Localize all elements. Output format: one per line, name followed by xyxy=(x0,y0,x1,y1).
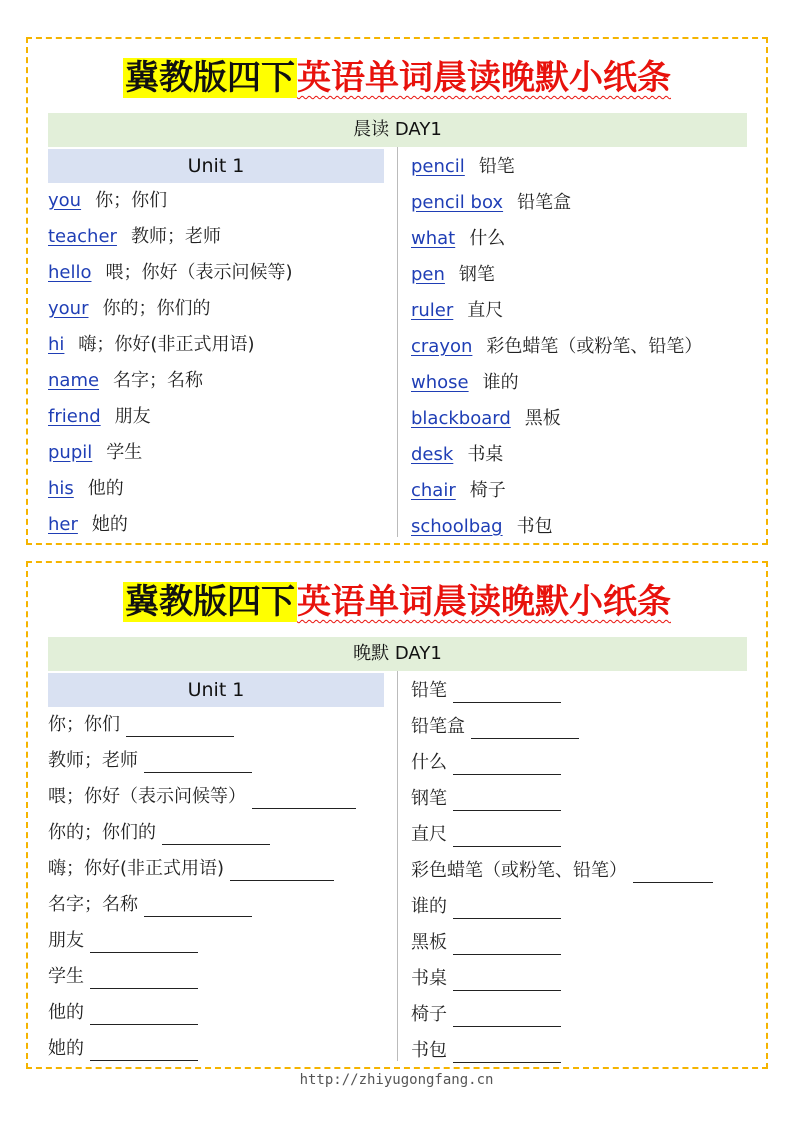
english-word: whose xyxy=(411,372,469,393)
evening-right-column xyxy=(411,673,747,1069)
chinese-meaning: 什么 xyxy=(469,228,506,249)
english-word: what xyxy=(411,228,456,249)
english-word: your xyxy=(48,298,89,319)
answer-blank[interactable] xyxy=(90,1038,198,1061)
english-word: blackboard xyxy=(411,408,511,429)
english-word: name xyxy=(48,370,100,391)
chinese-meaning: 黑板 xyxy=(524,408,561,429)
dictation-row xyxy=(411,961,747,997)
answer-blank[interactable] xyxy=(126,714,234,737)
chinese-meaning: 钢笔 xyxy=(458,264,495,285)
evening-day-band: 晚默 DAY1 xyxy=(48,637,747,671)
footer-url: http://zhiyugongfang.cn xyxy=(299,1072,494,1088)
dictation-row xyxy=(411,925,747,961)
vocab-row xyxy=(48,291,384,327)
chinese-prompt: 书桌 xyxy=(411,968,447,989)
chinese-meaning: 学生 xyxy=(106,442,143,463)
dictation-row xyxy=(48,923,384,959)
chinese-prompt: 什么 xyxy=(411,752,447,773)
vocab-row xyxy=(48,363,384,399)
chinese-prompt: 铅笔 xyxy=(411,680,447,701)
answer-blank[interactable] xyxy=(453,1004,561,1027)
vocab-row xyxy=(411,365,747,401)
dictation-row xyxy=(48,995,384,1031)
chinese-prompt: 彩色蜡笔（或粉笔、铅笔） xyxy=(411,860,627,881)
english-word: desk xyxy=(411,444,454,465)
dictation-row xyxy=(48,779,384,815)
morning-right-column xyxy=(411,149,747,545)
morning-day-band: 晨读 DAY1 xyxy=(48,113,747,147)
title-highlight: 冀教版四下 xyxy=(125,58,295,98)
unit-header: Unit 1 xyxy=(48,149,384,183)
answer-blank[interactable] xyxy=(90,1002,198,1025)
answer-blank[interactable] xyxy=(144,750,252,773)
chinese-prompt: 学生 xyxy=(48,966,84,987)
morning-left-column xyxy=(48,149,384,543)
english-word: you xyxy=(48,190,82,211)
chinese-meaning: 名字；名称 xyxy=(113,370,204,391)
chinese-meaning: 直尺 xyxy=(467,300,504,321)
dictation-row xyxy=(48,815,384,851)
column-divider xyxy=(397,671,398,1061)
vocab-row xyxy=(411,509,747,545)
dictation-row xyxy=(411,673,747,709)
chinese-prompt: 铅笔盒 xyxy=(411,716,465,737)
chinese-prompt: 谁的 xyxy=(411,896,447,917)
english-word: pencil box xyxy=(411,192,504,213)
vocab-row xyxy=(411,221,747,257)
dictation-row xyxy=(411,745,747,781)
chinese-prompt: 朋友 xyxy=(48,930,84,951)
dictation-row xyxy=(411,1033,747,1069)
vocab-row xyxy=(48,399,384,435)
answer-blank[interactable] xyxy=(453,788,561,811)
evening-card xyxy=(26,561,768,1069)
english-word: schoolbag xyxy=(411,516,503,537)
chinese-meaning: 教师；老师 xyxy=(130,226,221,247)
english-word: hi xyxy=(48,334,65,355)
chinese-meaning: 你的；你们的 xyxy=(102,298,211,319)
vocab-row xyxy=(411,473,747,509)
chinese-prompt: 你；你们 xyxy=(48,714,120,735)
chinese-meaning: 嗨；你好(非正式用语) xyxy=(78,334,255,355)
chinese-prompt: 嗨；你好(非正式用语) xyxy=(48,858,225,879)
vocab-row xyxy=(48,255,384,291)
dictation-row xyxy=(48,887,384,923)
chinese-prompt: 名字；名称 xyxy=(48,894,138,915)
answer-blank[interactable] xyxy=(453,824,561,847)
vocab-row xyxy=(411,185,747,221)
answer-blank[interactable] xyxy=(162,822,270,845)
dictation-row xyxy=(411,889,747,925)
evening-title xyxy=(28,571,766,633)
chinese-meaning: 铅笔 xyxy=(478,156,515,177)
vocab-row xyxy=(48,507,384,543)
dictation-row xyxy=(48,1031,384,1067)
morning-title xyxy=(28,47,766,109)
title-highlight: 冀教版四下 xyxy=(125,582,295,622)
evening-left-column xyxy=(48,673,384,1067)
answer-blank[interactable] xyxy=(90,930,198,953)
chinese-meaning: 喂；你好（表示问候等) xyxy=(105,262,293,283)
english-word: chair xyxy=(411,480,456,501)
answer-blank[interactable] xyxy=(471,716,579,739)
dictation-row xyxy=(48,851,384,887)
chinese-meaning: 铅笔盒 xyxy=(517,192,572,213)
chinese-meaning: 书包 xyxy=(516,516,553,537)
vocab-row xyxy=(411,257,747,293)
column-divider xyxy=(397,147,398,537)
english-word: pen xyxy=(411,264,445,285)
vocab-row xyxy=(411,401,747,437)
chinese-prompt: 喂；你好（表示问候等） xyxy=(48,786,246,807)
english-word: his xyxy=(48,478,74,499)
dictation-row xyxy=(48,959,384,995)
chinese-prompt: 椅子 xyxy=(411,1004,447,1025)
vocab-row xyxy=(411,293,747,329)
chinese-prompt: 直尺 xyxy=(411,824,447,845)
chinese-prompt: 她的 xyxy=(48,1038,84,1059)
vocab-row xyxy=(48,183,384,219)
chinese-meaning: 彩色蜡笔（或粉笔、铅笔） xyxy=(486,336,703,357)
chinese-prompt: 你的；你们的 xyxy=(48,822,156,843)
english-word: friend xyxy=(48,406,101,427)
vocab-row xyxy=(411,437,747,473)
english-word: her xyxy=(48,514,78,535)
answer-blank[interactable] xyxy=(453,1040,561,1063)
answer-blank[interactable] xyxy=(453,752,561,775)
answer-blank[interactable] xyxy=(230,858,334,881)
vocab-row xyxy=(411,149,747,185)
title-rest: 英语单词晨读晚默小纸条 xyxy=(297,582,671,622)
chinese-meaning: 他的 xyxy=(87,478,124,499)
vocab-row xyxy=(411,329,747,365)
answer-blank[interactable] xyxy=(633,860,713,883)
dictation-row xyxy=(411,781,747,817)
chinese-meaning: 她的 xyxy=(91,514,128,535)
chinese-meaning: 书桌 xyxy=(467,444,504,465)
chinese-prompt: 黑板 xyxy=(411,932,447,953)
dictation-row xyxy=(411,997,747,1033)
chinese-prompt: 钢笔 xyxy=(411,788,447,809)
vocab-row xyxy=(48,327,384,363)
dictation-row xyxy=(411,853,747,889)
answer-blank[interactable] xyxy=(453,896,561,919)
answer-blank[interactable] xyxy=(453,932,561,955)
chinese-prompt: 他的 xyxy=(48,1002,84,1023)
answer-blank[interactable] xyxy=(453,968,561,991)
english-word: ruler xyxy=(411,300,454,321)
chinese-meaning: 朋友 xyxy=(114,406,151,427)
vocab-row xyxy=(48,435,384,471)
vocab-row xyxy=(48,219,384,255)
title-rest: 英语单词晨读晚默小纸条 xyxy=(297,58,671,98)
english-word: hello xyxy=(48,262,92,283)
vocab-row xyxy=(48,471,384,507)
chinese-prompt: 教师；老师 xyxy=(48,750,138,771)
morning-card xyxy=(26,37,768,545)
english-word: pupil xyxy=(48,442,93,463)
answer-blank[interactable] xyxy=(90,966,198,989)
answer-blank[interactable] xyxy=(252,786,356,809)
dictation-row xyxy=(48,707,384,743)
english-word: pencil xyxy=(411,156,465,177)
english-word: crayon xyxy=(411,336,473,357)
chinese-meaning: 椅子 xyxy=(469,480,506,501)
answer-blank[interactable] xyxy=(453,680,561,703)
dictation-row xyxy=(411,817,747,853)
chinese-meaning: 你；你们 xyxy=(95,190,168,211)
chinese-prompt: 书包 xyxy=(411,1040,447,1061)
unit-header: Unit 1 xyxy=(48,673,384,707)
chinese-meaning: 谁的 xyxy=(482,372,519,393)
dictation-row xyxy=(411,709,747,745)
english-word: teacher xyxy=(48,226,117,247)
answer-blank[interactable] xyxy=(144,894,252,917)
dictation-row xyxy=(48,743,384,779)
